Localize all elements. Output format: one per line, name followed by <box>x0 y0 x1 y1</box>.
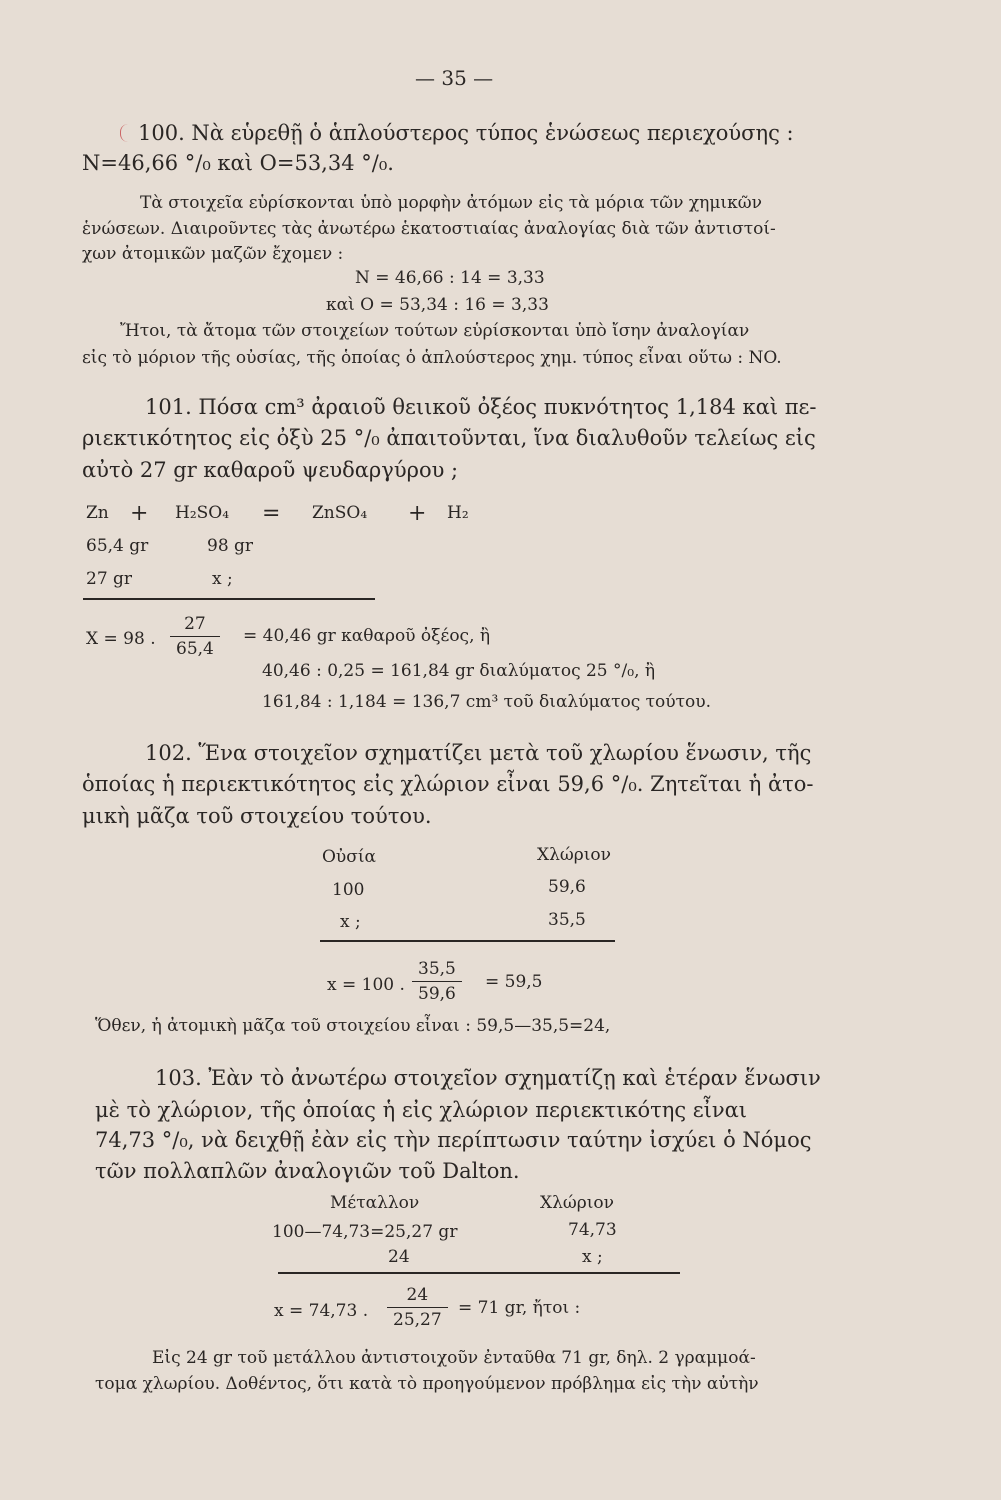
rule <box>83 598 375 600</box>
problem-101-line-3: αὐτὸ 27 gr καθαροῦ ψευδαργύρου ; <box>82 458 459 482</box>
fraction-numerator: 24 <box>387 1285 448 1308</box>
rule <box>320 940 615 942</box>
problem-101-line-2: ριεκτικότητος εἰς ὀξὺ 25 °/₀ ἀπαιτοῦνται, ἵνα διαλυθοῦν τελείως εἰς <box>82 426 816 450</box>
margin-mark <box>120 124 133 142</box>
problem-100-line-1: 100. Νὰ εὑρεθῇ ὁ ἁπλούστερος τύπος ἑνώσεως περιεχούσης : <box>138 121 794 145</box>
fraction <box>412 959 462 1004</box>
fraction-denominator: 65,4 <box>176 639 214 659</box>
problem-100-text-5: εἰς τὸ μόριον τῆς οὐσίας, τῆς ὁποίας ὁ ἁπλούστερος χημ. τύπος εἶναι οὕτω : NO. <box>82 348 782 368</box>
calc-rhs: = 40,46 gr καθαροῦ ὀξέος, ἢ <box>243 626 491 646</box>
table-header-substance: Οὐσία <box>322 847 377 867</box>
problem-103-line-2: μὲ τὸ χλώριον, τῆς ὁποίας ἡ εἰς χλώριον περιεκτικότης εἶναι <box>95 1098 748 1122</box>
table-cell: 74,73 <box>568 1220 617 1240</box>
table-cell: 24 <box>388 1247 410 1267</box>
table-cell: 59,6 <box>548 877 586 897</box>
calc-rhs: = 71 gr, ἤτοι : <box>458 1298 581 1318</box>
reaction-plus-1: + <box>130 501 149 526</box>
table-cell: 100—74,73=25,27 gr <box>272 1222 458 1242</box>
explanation-1: Εἰς 24 gr τοῦ μετάλλου ἀντιστοιχοῦν ἐνταῦθα 71 gr, δηλ. 2 γραμμοά- <box>152 1348 756 1368</box>
mass-h2so4: 98 gr <box>207 536 254 556</box>
problem-100-line-2: N=46,66 °/₀ καὶ O=53,34 °/₀. <box>82 151 394 175</box>
fraction-numerator: 27 <box>170 614 220 637</box>
equation-n: N = 46,66 : 14 = 3,33 <box>355 268 545 288</box>
problem-103-line-1: 103. Ἐὰν τὸ ἀνωτέρω στοιχεῖον σχηματίζῃ καὶ ἑτέραν ἕνωσιν <box>155 1066 821 1090</box>
calc-lhs: x = 74,73 . <box>274 1301 369 1321</box>
problem-100-text-4: Ἤτοι, τὰ ἄτομα τῶν στοιχείων τούτων εὑρίσκονται ὑπὸ ἴσην ἀναλογίαν <box>120 321 750 341</box>
reaction-zn: Zn <box>86 503 109 523</box>
problem-103-line-3: 74,73 °/₀, νὰ δειχθῇ ἐὰν εἰς τὴν περίπτωσιν ταύτην ἰσχύει ὁ Νόμος <box>95 1128 812 1152</box>
fraction-numerator: 35,5 <box>412 959 462 982</box>
problem-102-line-2: ὁποίας ἡ περιεκτικότητος εἰς χλώριον εἶναι 59,6 °/₀. Ζητεῖται ἡ ἀτο- <box>82 772 814 796</box>
explanation-2: τομα χλωρίου. Δοθέντος, ὅτι κατὰ τὸ προηγούμενον πρόβλημα εἰς τὴν αὐτὴν <box>95 1374 759 1394</box>
table-cell: 100 <box>332 880 365 900</box>
table-header-chlorine: Χλώριον <box>540 1193 614 1213</box>
conclusion: Ὅθεν, ἡ ἀτομικὴ μᾶζα τοῦ στοιχείου εἶναι : 59,5—35,5=24, <box>95 1016 611 1036</box>
fraction-denominator: 59,6 <box>418 984 456 1004</box>
mass-zn: 65,4 gr <box>86 536 149 556</box>
calc-lhs: x = 100 . <box>327 975 405 995</box>
calc-lhs: X = 98 . <box>86 629 156 649</box>
problem-102-line-3: μικὴ μᾶζα τοῦ στοιχείου τούτου. <box>82 804 432 828</box>
reaction-znso4: ZnSO₄ <box>312 503 368 523</box>
table-cell: x ; <box>582 1247 603 1267</box>
reaction-equals: = <box>262 501 281 526</box>
problem-102-line-1: 102. Ἕνα στοιχεῖον σχηματίζει μετὰ τοῦ χλωρίου ἕνωσιν, τῆς <box>145 741 812 765</box>
problem-100-text-1: Τὰ στοιχεῖα εὑρίσκονται ὑπὸ μορφὴν ἀτόμων εἰς τὰ μόρια τῶν χημικῶν <box>140 193 762 213</box>
reaction-h2so4: H₂SO₄ <box>175 503 230 523</box>
fraction <box>170 614 220 659</box>
fraction-denominator: 25,27 <box>393 1310 442 1330</box>
calc-rhs: = 59,5 <box>485 972 543 992</box>
table-header-chlorine: Χλώριον <box>537 845 611 865</box>
given-x: x ; <box>212 569 233 589</box>
table-cell: 35,5 <box>548 910 586 930</box>
equation-o: καὶ O = 53,34 : 16 = 3,33 <box>326 295 549 315</box>
problem-100-text-2: ἑνώσεων. Διαιροῦντες τὰς ἀνωτέρω ἑκατοστιαίας ἀναλογίας διὰ τῶν ἀντιστοί- <box>82 219 776 239</box>
calc-step-2: 161,84 : 1,184 = 136,7 cm³ τοῦ διαλύματος τούτου. <box>262 692 711 712</box>
problem-100-text-3: χων ἀτομικῶν μαζῶν ἔχομεν : <box>82 244 344 264</box>
table-cell: x ; <box>340 912 361 932</box>
rule <box>278 1272 680 1274</box>
fraction <box>387 1285 448 1330</box>
table-header-metal: Μέταλλον <box>330 1193 420 1213</box>
reaction-plus-2: + <box>408 501 427 526</box>
calc-step-1: 40,46 : 0,25 = 161,84 gr διαλύματος 25 °/₀, ἢ <box>262 661 656 681</box>
problem-103-line-4: τῶν πολλαπλῶν ἀναλογιῶν τοῦ Dalton. <box>95 1159 520 1183</box>
page-number: — 35 — <box>415 66 494 90</box>
reaction-h2: H₂ <box>447 503 469 523</box>
problem-101-line-1: 101. Πόσα cm³ ἀραιοῦ θειικοῦ ὀξέος πυκνότητος 1,184 καὶ πε- <box>145 395 817 419</box>
given-zn: 27 gr <box>86 569 133 589</box>
